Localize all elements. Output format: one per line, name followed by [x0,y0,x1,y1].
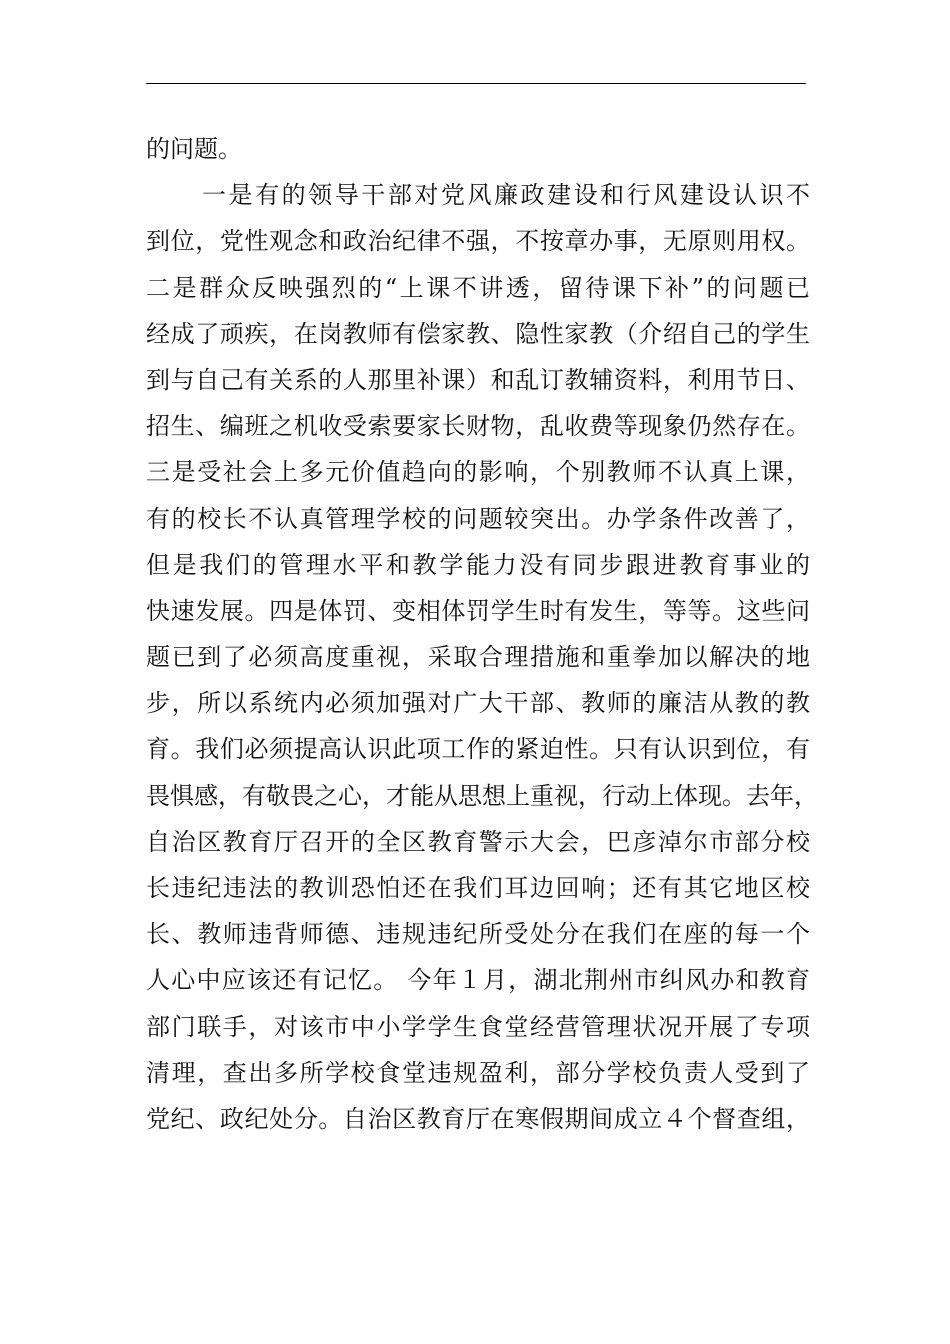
text-line: 自治区教育厅召开的全区教育警示大会，巴彦淖尔市部分校 [146,827,810,856]
text-line: 快速发展。四是体罚、变相体罚学生时有发生，等等。这些问 [146,596,810,625]
text-line: 到位，党性观念和政治纪律不强，不按章办事，无原则用权。 [146,227,810,256]
text-line: 长违纪违法的教训恐怕还在我们耳边回响；还有其它地区校 [146,874,810,902]
header-rule [146,83,806,84]
text-line: 长、教师违背师德、违规违纪所受处分在我们在座的每一个 [146,920,810,949]
text-line: 三是受社会上多元价值趋向的影响，个别教师不认真上课， [146,458,810,487]
text-line: 育。我们必须提高认识此项工作的紧迫性。只有认识到位，有 [146,735,810,764]
body-text [146,126,818,1142]
text-line: 二是群众反映强烈的“上课不讲透，留待课下补”的问题已 [146,273,810,302]
text-line: 部门联手，对该市中小学学生食堂经营管理状况开展了专项 [146,1012,810,1041]
text-line: 招生、编班之机收受索要家长财物，乱收费等现象仍然存在。 [146,412,810,441]
text-line: 人心中应该还有记忆。 今年１月，湖北荆州市纠风办和教育 [146,966,810,995]
text-line: 清理，查出多所学校食堂违规盈利，部分学校负责人受到了 [146,1058,810,1087]
text-line: 经成了顽疾，在岗教师有偿家教、隐性家教（介绍自己的学生 [146,319,810,348]
text-line: 有的校长不认真管理学校的问题较突出。办学条件改善了， [146,504,810,533]
text-line: 步，所以系统内必须加强对广大干部、教师的廉洁从教的教 [146,689,810,718]
text-line: 的问题。 [146,135,242,163]
text-line: 党纪、政纪处分。自治区教育厅在寒假期间成立４个督查组， [146,1104,810,1133]
text-line: 题已到了必须高度重视，采取合理措施和重拳加以解决的地 [146,643,810,672]
text-line: 一是有的领导干部对党风廉政建设和行风建设认识不 [202,181,810,210]
text-line: 但是我们的管理水平和教学能力没有同步跟进教育事业的 [146,550,810,579]
text-line: 到与自己有关系的人那里补课）和乱订教辅资料，利用节日、 [146,365,810,394]
text-line: 畏惧感，有敬畏之心，才能从思想上重视，行动上体现。去年， [146,781,818,810]
